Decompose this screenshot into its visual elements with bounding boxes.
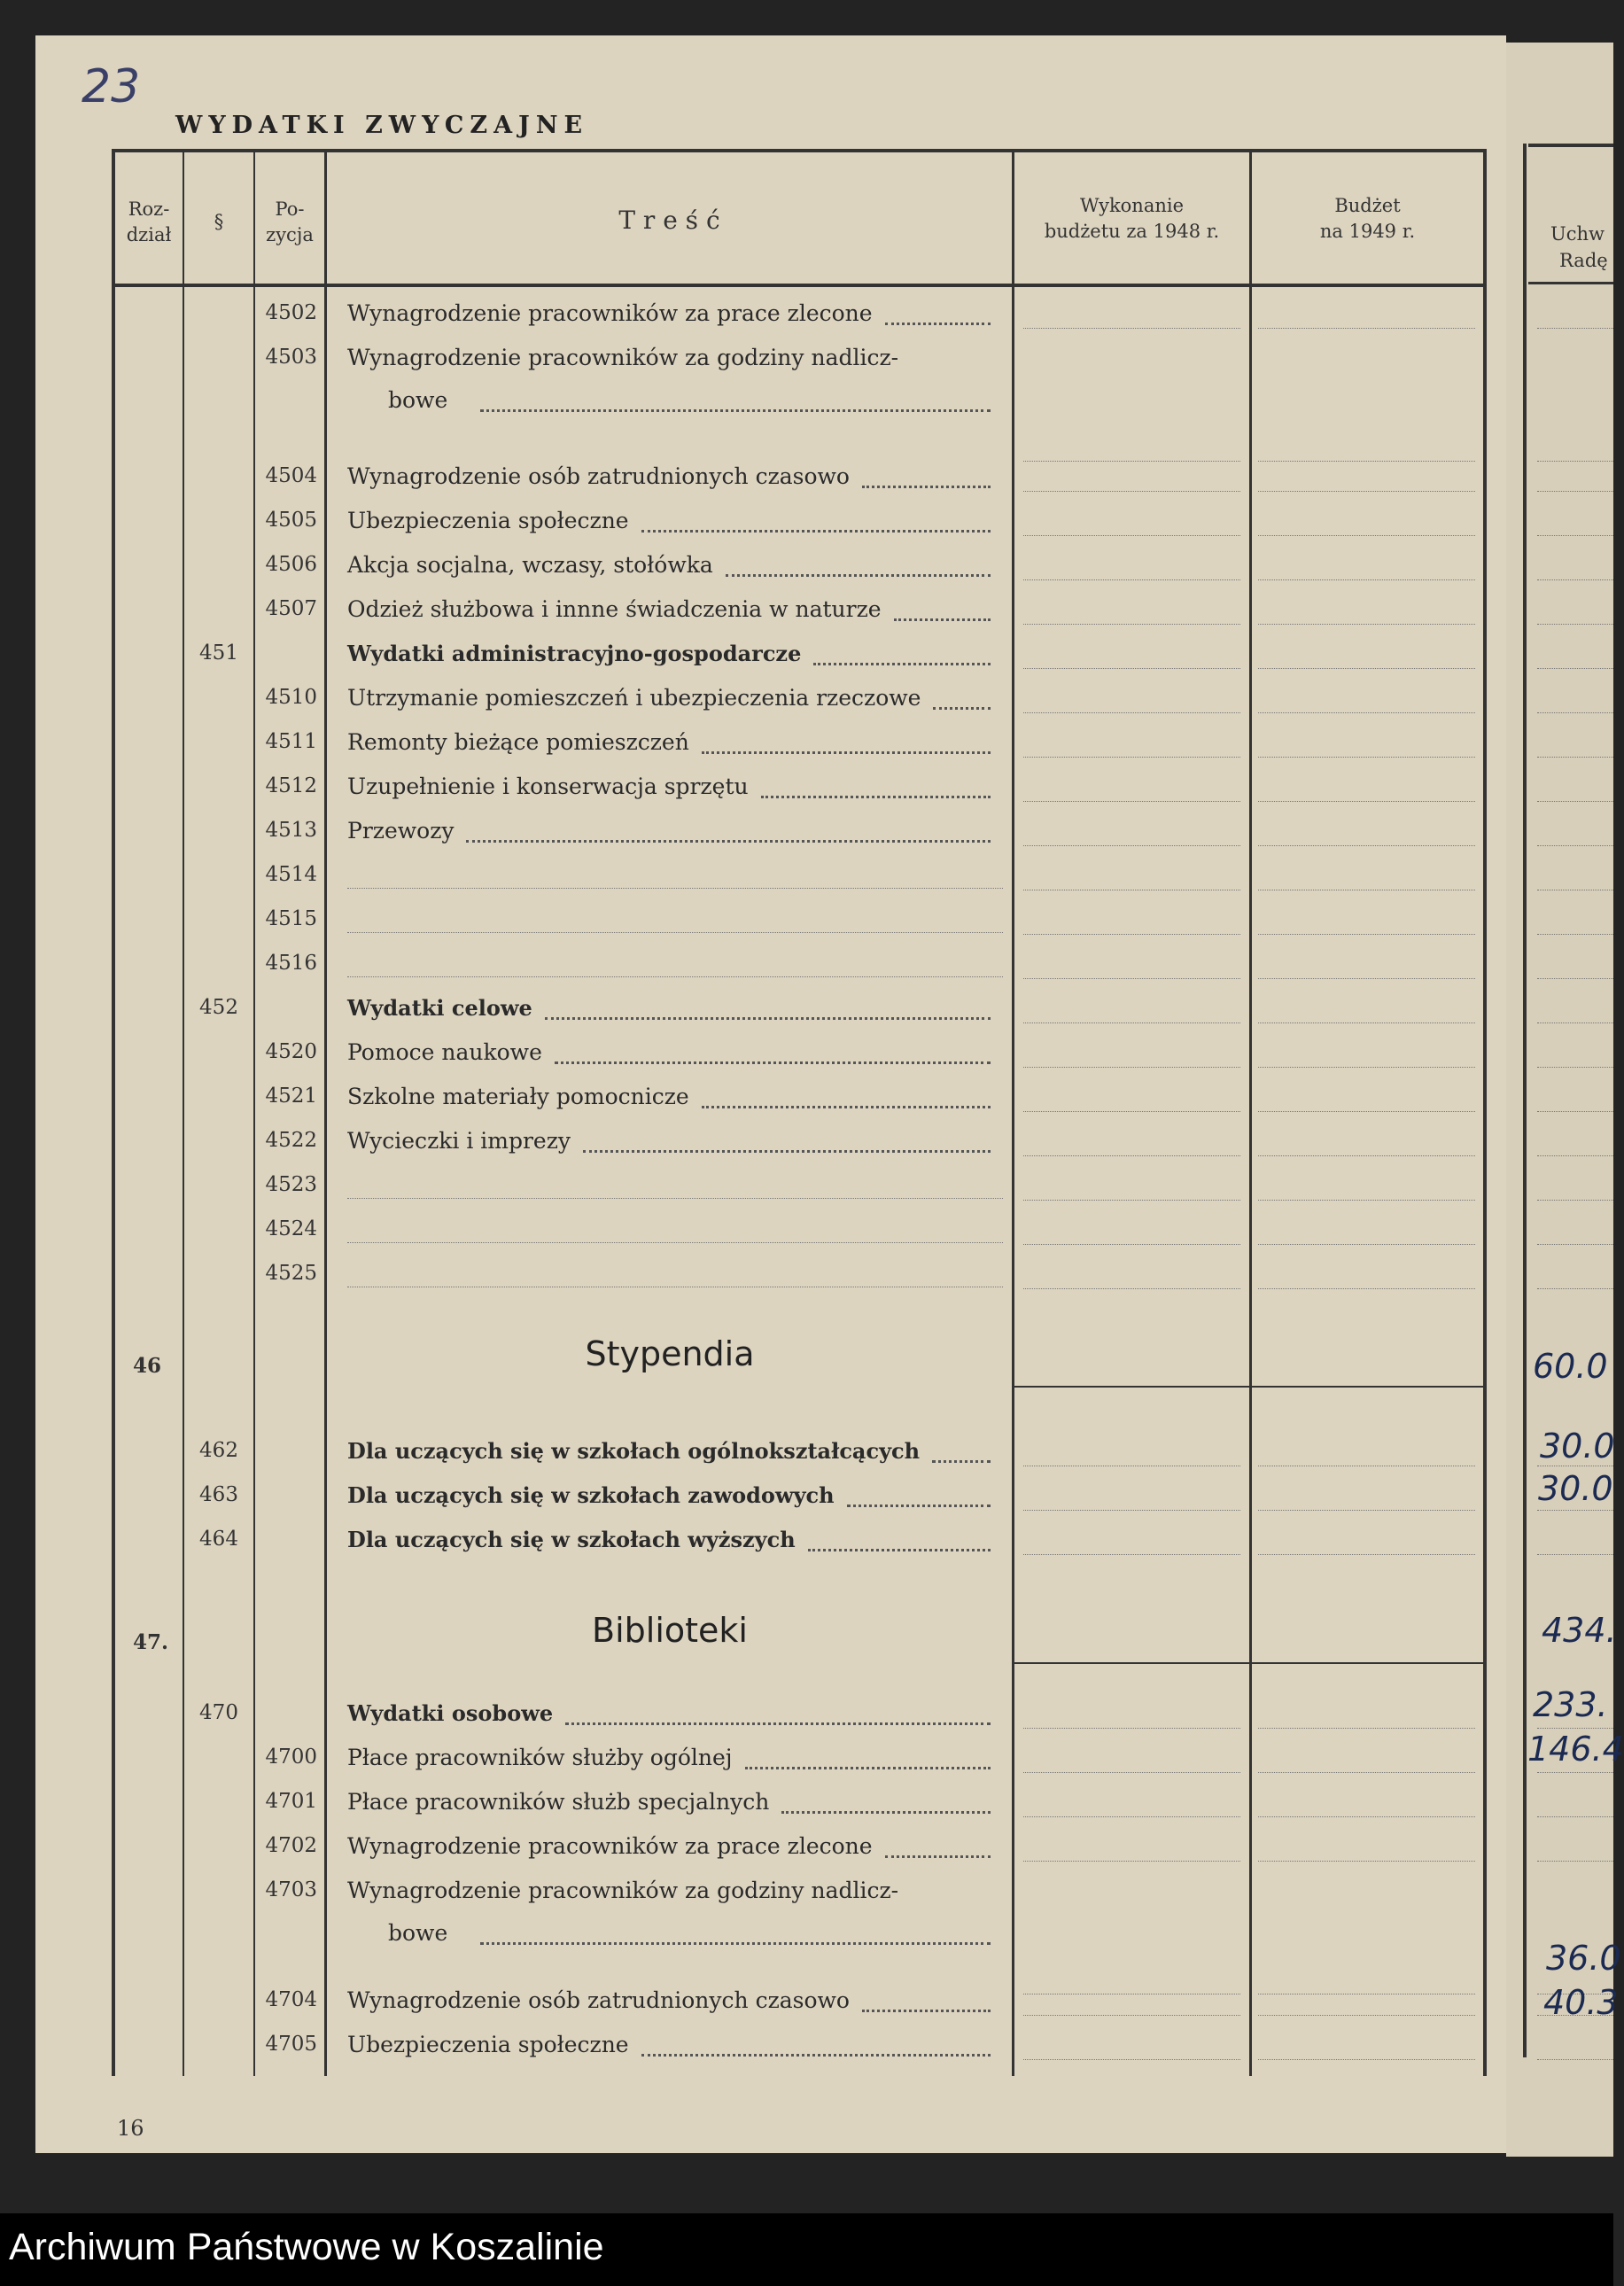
dot-leader (480, 1942, 991, 1945)
adjacent-cell (1537, 845, 1613, 846)
row-text: Płace pracowników służb specjalnych (347, 1789, 770, 1815)
table-top-border (112, 149, 1487, 152)
paragraf-number: 452 (199, 996, 238, 1019)
pozycja-number: 4702 (265, 1834, 317, 1857)
adjacent-cell (1537, 1510, 1613, 1511)
row-text: Płace pracowników służby ogólnej (347, 1745, 733, 1770)
budzet-cell[interactable] (1258, 624, 1475, 625)
pozycja-number: 4503 (265, 346, 317, 369)
budzet-cell[interactable] (1258, 1772, 1475, 1773)
pozycja-number: 4510 (265, 686, 317, 709)
table-header-bottom-border (112, 284, 1485, 287)
handwritten-value: 30.0 (1540, 1427, 1615, 1466)
archive-caption: Archiwum Państwowe w Koszalinie (9, 2226, 604, 2268)
budzet-cell[interactable] (1258, 1200, 1475, 1201)
section-rule (1014, 1386, 1249, 1388)
budzet-cell[interactable] (1258, 579, 1475, 580)
pozycja-number: 4522 (265, 1129, 317, 1152)
adjacent-cell (1537, 1155, 1613, 1156)
header-rozdzial: Roz- dział (126, 198, 172, 245)
row-text: Wynagrodzenie osób zatrudnionych czasowo (347, 1987, 850, 2013)
paragraf-number: 462 (199, 1439, 238, 1462)
row-text: Szkolne materiały pomocnicze (347, 1084, 689, 1109)
budzet-cell[interactable] (1258, 845, 1475, 846)
row-text: Wydatki celowe (347, 995, 532, 1021)
budzet-cell[interactable] (1258, 2015, 1475, 2016)
paragraf-number: 464 (199, 1528, 238, 1551)
row-text: Wydatki osobowe (347, 1700, 554, 1726)
adjacent-cell (1537, 579, 1613, 580)
section-rule (1014, 1662, 1249, 1664)
dot-leader (466, 840, 991, 843)
row-text: Wynagrodzenie pracowników za godziny nadlicz- (347, 1878, 899, 1903)
adjacent-cell (1537, 668, 1613, 669)
handwritten-value: 30.0 (1538, 1469, 1613, 1508)
adjacent-cell (1537, 1554, 1613, 1555)
adjacent-header-border (1528, 282, 1613, 284)
wykonanie-cell[interactable] (1023, 491, 1240, 492)
dot-leader (641, 530, 991, 533)
adjacent-cell (1537, 624, 1613, 625)
adjacent-cell (1537, 1111, 1613, 1112)
pozycja-number: 4507 (265, 597, 317, 620)
pozycja-number: 4516 (265, 952, 317, 975)
pozycja-number: 4705 (265, 2033, 317, 2056)
adjacent-cell (1537, 2059, 1613, 2060)
section-rule (1252, 1662, 1483, 1664)
adjacent-header-1: Uchw (1550, 223, 1605, 245)
pozycja-number: 4505 (265, 509, 317, 532)
wykonanie-cell[interactable] (1023, 328, 1240, 329)
budzet-cell[interactable] (1258, 2059, 1475, 2060)
wykonanie-cell[interactable] (1023, 1861, 1240, 1862)
empty-text-line (347, 1242, 1003, 1243)
wykonanie-cell[interactable] (1023, 624, 1240, 625)
adjacent-cell (1537, 1067, 1613, 1068)
section-rule (1252, 1386, 1483, 1388)
budzet-cell[interactable] (1258, 1111, 1475, 1112)
dot-leader (726, 574, 991, 577)
adjacent-top-border (1528, 144, 1613, 147)
row-text: Wycieczki i imprezy (347, 1128, 571, 1154)
adjacent-cell (1537, 1861, 1613, 1862)
row-text: Uzupełnienie i konserwacja sprzętu (347, 774, 749, 799)
wykonanie-cell[interactable] (1023, 579, 1240, 580)
empty-text-line (347, 976, 1003, 977)
pozycja-number: 4515 (265, 907, 317, 930)
budzet-cell[interactable] (1258, 934, 1475, 935)
budzet-cell[interactable] (1258, 1155, 1475, 1156)
empty-text-line (347, 1198, 1003, 1199)
dot-leader (702, 751, 991, 754)
adjacent-cell (1537, 801, 1613, 802)
wykonanie-cell[interactable] (1023, 668, 1240, 669)
pozycja-number: 4524 (265, 1217, 317, 1240)
pozycja-number: 4513 (265, 819, 317, 842)
pozycja-number: 4511 (265, 730, 317, 753)
row-text: Wydatki administracyjno-gospodarcze (347, 641, 802, 666)
handwritten-value: 146.4 (1527, 1730, 1624, 1769)
empty-text-line (347, 932, 1003, 933)
adjacent-cell (1537, 535, 1613, 536)
handwritten-value: 434. (1542, 1611, 1617, 1650)
adjacent-left-border (1523, 144, 1527, 2057)
dot-leader (565, 1722, 991, 1725)
adjacent-cell (1537, 757, 1613, 758)
dot-leader (545, 1017, 991, 1020)
row-text: Wynagrodzenie pracowników za prace zlecone (347, 300, 873, 326)
page-heading: WYDATKI ZWYCZAJNE (175, 112, 589, 139)
row-text: Akcja socjalna, wczasy, stołówka (347, 552, 713, 578)
budzet-cell[interactable] (1258, 535, 1475, 536)
dot-leader (932, 1460, 991, 1463)
col-divider (324, 149, 327, 2076)
budzet-cell[interactable] (1258, 668, 1475, 669)
handwritten-value: 36.0 (1546, 1939, 1621, 1978)
wykonanie-cell[interactable] (1023, 1816, 1240, 1817)
adjacent-cell (1537, 978, 1613, 979)
wykonanie-cell[interactable] (1023, 2059, 1240, 2060)
budzet-cell[interactable] (1258, 757, 1475, 758)
adjacent-cell (1537, 491, 1613, 492)
wykonanie-cell[interactable] (1023, 1244, 1240, 1245)
dot-leader (933, 707, 991, 710)
budzet-cell[interactable] (1258, 978, 1475, 979)
budzet-cell[interactable] (1258, 1861, 1475, 1862)
budzet-cell[interactable] (1258, 1510, 1475, 1511)
paragraf-number: 451 (199, 641, 238, 665)
wykonanie-cell[interactable] (1023, 712, 1240, 713)
adjacent-cell (1537, 1244, 1613, 1245)
pozycja-number: 4521 (265, 1085, 317, 1108)
adjacent-cell (1537, 328, 1613, 329)
row-text: Wynagrodzenie pracowników za godziny nadlicz- (347, 345, 899, 370)
table-left-border (112, 149, 115, 2076)
dot-leader (808, 1549, 991, 1551)
row-text: Utrzymanie pomieszczeń i ubezpieczenia rzeczowe (347, 685, 921, 711)
wykonanie-cell[interactable] (1023, 1200, 1240, 1201)
row-text: Ubezpieczenia społeczne (347, 2032, 629, 2057)
wykonanie-cell[interactable] (1023, 1111, 1240, 1112)
row-text-continuation: bowe (388, 1920, 448, 1946)
margin-note: 23 (82, 60, 141, 113)
dot-leader (702, 1106, 991, 1108)
table-right-border (1483, 149, 1487, 2076)
budzet-cell[interactable] (1258, 461, 1475, 462)
dot-leader (480, 409, 991, 412)
row-text: Dla uczących się w szkołach zawodowych (347, 1482, 835, 1508)
budzet-cell[interactable] (1258, 491, 1475, 492)
budzet-cell[interactable] (1258, 1554, 1475, 1555)
header-wykonanie: Wykonanie budżetu za 1948 r. (1044, 195, 1220, 242)
row-text: Ubezpieczenia społeczne (347, 508, 629, 533)
row-text: Dla uczących się w szkołach wyższych (347, 1527, 796, 1552)
wykonanie-cell[interactable] (1023, 1067, 1240, 1068)
budzet-cell[interactable] (1258, 1022, 1475, 1023)
wykonanie-cell[interactable] (1023, 1155, 1240, 1156)
budzet-cell[interactable] (1258, 801, 1475, 802)
page-number: 16 (117, 2116, 144, 2141)
rozdzial-number: 47. (133, 1630, 169, 1654)
row-text: Pomoce naukowe (347, 1039, 542, 1065)
adjacent-cell (1537, 461, 1613, 462)
pozycja-number: 4700 (265, 1746, 317, 1769)
wykonanie-cell[interactable] (1023, 535, 1240, 536)
row-text: Odzież służbowa i innne świadczenia w naturze (347, 596, 882, 622)
wykonanie-cell[interactable] (1023, 1772, 1240, 1773)
pozycja-number: 4502 (265, 301, 317, 324)
dot-leader (862, 486, 991, 488)
wykonanie-cell[interactable] (1023, 801, 1240, 802)
budzet-cell[interactable] (1258, 1816, 1475, 1817)
pozycja-number: 4506 (265, 553, 317, 576)
budzet-cell[interactable] (1258, 1288, 1475, 1289)
pozycja-number: 4704 (265, 1988, 317, 2011)
empty-text-line (347, 888, 1003, 889)
pozycja-number: 4525 (265, 1262, 317, 1285)
adjacent-cell (1537, 934, 1613, 935)
row-text: Wynagrodzenie pracowników za prace zlecone (347, 1833, 873, 1859)
wykonanie-cell[interactable] (1023, 845, 1240, 846)
dot-leader (555, 1061, 991, 1064)
handwritten-value: 40.3 (1543, 1983, 1619, 2022)
row-text: Przewozy (347, 818, 455, 844)
dot-leader (894, 618, 991, 621)
paragraf-number: 463 (199, 1483, 238, 1506)
handwritten-value: 60.0 (1533, 1347, 1608, 1386)
budzet-cell[interactable] (1258, 1067, 1475, 1068)
pozycja-number: 4523 (265, 1173, 317, 1196)
wykonanie-cell[interactable] (1023, 1022, 1240, 1023)
pozycja-number: 4701 (265, 1790, 317, 1813)
handwritten-value: 233. (1533, 1685, 1608, 1724)
col-divider (1249, 149, 1252, 2076)
dot-leader (847, 1505, 991, 1507)
wykonanie-cell[interactable] (1023, 2015, 1240, 2016)
header-tresc: T r e ś ć (618, 206, 720, 235)
adjacent-cell (1537, 712, 1613, 713)
pozycja-number: 4512 (265, 774, 317, 797)
paragraf-number: 470 (199, 1701, 238, 1724)
pozycja-number: 4703 (265, 1878, 317, 1901)
dot-leader (885, 1855, 991, 1858)
dot-leader (745, 1767, 991, 1769)
budzet-cell[interactable] (1258, 328, 1475, 329)
adjacent-header-2: Radę (1559, 250, 1608, 271)
pozycja-number: 4514 (265, 863, 317, 886)
budzet-cell[interactable] (1258, 1728, 1475, 1729)
pozycja-number: 4504 (265, 464, 317, 487)
rozdzial-number: 46 (133, 1354, 162, 1378)
wykonanie-cell[interactable] (1023, 1554, 1240, 1555)
header-budzet: Budżet na 1949 r. (1319, 195, 1416, 242)
wykonanie-cell[interactable] (1023, 1728, 1240, 1729)
col-divider (253, 149, 255, 2076)
dot-leader (781, 1811, 991, 1814)
wykonanie-cell[interactable] (1023, 461, 1240, 462)
adjacent-cell (1537, 1816, 1613, 1817)
archive-caption-bar (0, 2213, 1613, 2286)
wykonanie-cell[interactable] (1023, 1288, 1240, 1289)
row-text: Remonty bieżące pomieszczeń (347, 729, 689, 755)
dot-leader (641, 2054, 991, 2057)
row-text: Wynagrodzenie osób zatrudnionych czasowo (347, 463, 850, 489)
budzet-cell[interactable] (1258, 1244, 1475, 1245)
row-text-continuation: bowe (388, 387, 448, 413)
adjacent-cell (1537, 1200, 1613, 1201)
dot-leader (813, 663, 991, 665)
col-divider (183, 149, 184, 2076)
budzet-cell[interactable] (1258, 712, 1475, 713)
wykonanie-cell[interactable] (1023, 934, 1240, 935)
wykonanie-cell[interactable] (1023, 757, 1240, 758)
wykonanie-cell[interactable] (1023, 1510, 1240, 1511)
adjacent-cell (1537, 1022, 1613, 1023)
dot-leader (885, 323, 991, 325)
header-paragraf: § (214, 211, 224, 232)
wykonanie-cell[interactable] (1023, 978, 1240, 979)
header-pozycja: Po- zycja (266, 198, 314, 245)
pozycja-number: 4520 (265, 1040, 317, 1063)
dot-leader (583, 1150, 991, 1153)
row-text: Dla uczących się w szkołach ogólnokształcących (347, 1438, 921, 1464)
section-title: Biblioteki (592, 1611, 748, 1650)
dot-leader (862, 2010, 991, 2012)
section-title: Stypendia (585, 1334, 755, 1373)
adjacent-cell (1537, 1288, 1613, 1289)
adjacent-cell (1537, 1728, 1613, 1729)
col-divider (1012, 149, 1014, 2076)
adjacent-cell (1537, 1772, 1613, 1773)
dot-leader (761, 796, 991, 798)
